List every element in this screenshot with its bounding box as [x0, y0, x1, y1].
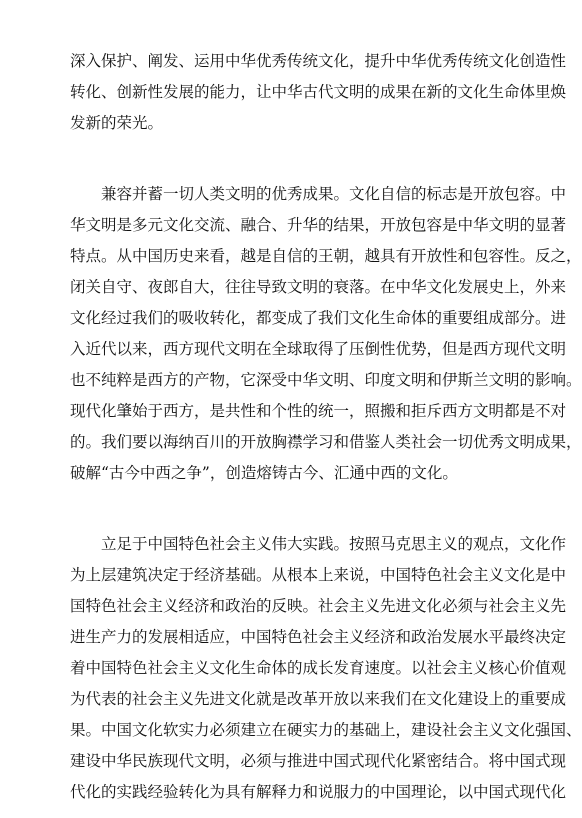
text-line: 的。我们要以海纳百川的开放胸襟学习和借鉴人类社会一切优秀文明成果，: [70, 433, 582, 451]
text-line: 建设中华民族现代文明，必须与推进中国式现代化紧密结合。将中国式现: [70, 752, 567, 770]
text-line: 特点。从中国历史来看，越是自信的王朝，越具有开放性和包容性。反之，: [70, 247, 582, 265]
text-line: 闭关自守、夜郎自大，往往导致文明的衰落。在中华文化发展史上，外来: [70, 278, 567, 296]
text-line: 现代化肇始于西方，是共性和个性的统一，照搬和拒斥西方文明都是不对: [70, 402, 567, 420]
text-line: 立足于中国特色社会主义伟大实践。按照马克思主义的观点，文化作: [101, 535, 567, 553]
text-line: 华文明是多元文化交流、融合、升华的结果，开放包容是中华文明的显著: [70, 216, 567, 234]
text-line: 文化经过我们的吸收转化，都变成了我们文化生命体的重要组成部分。进: [70, 309, 567, 327]
text-line: 破解“古今中西之争”，创造熔铸古今、汇通中西的文化。: [70, 464, 458, 482]
text-line: 代化的实践经验转化为具有解释力和说服力的中国理论，以中国式现代化: [70, 783, 567, 801]
paragraph-3: [70, 529, 582, 808]
text-line: 入近代以来，西方现代文明在全球取得了压倒性优势，但是西方现代文明: [70, 340, 567, 358]
text-line: 为代表的社会主义先进文化就是改革开放以来我们在文化建设上的重要成: [70, 690, 567, 708]
text-line: 转化、创新性发展的能力，让中华古代文明的成果在新的文化生命体里焕: [70, 83, 567, 101]
text-line: 兼容并蓄一切人类文明的优秀成果。文化自信的标志是开放包容。中: [101, 185, 567, 203]
text-line: 着中国特色社会主义文化生命体的成长发育速度。以社会主义核心价值观: [70, 659, 567, 677]
text-line: 发新的荣光。: [70, 114, 164, 132]
text-line: 果。中国文化软实力必须建立在硬实力的基础上，建设社会主义文化强国、: [70, 721, 582, 739]
text-line: 进生产力的发展相适应，中国特色社会主义经济和政治发展水平最终决定: [70, 628, 567, 646]
text-line: 深入保护、阐发、运用中华优秀传统文化，提升中华优秀传统文化创造性: [70, 52, 567, 70]
text-line: 也不纯粹是西方的产物，它深受中华文明、印度文明和伊斯兰文明的影响。: [70, 371, 582, 389]
text-line: 为上层建筑决定于经济基础。从根本上来说，中国特色社会主义文化是中: [70, 566, 567, 584]
paragraph-2: [70, 179, 582, 489]
paragraph-1: [70, 46, 567, 139]
text-line: 国特色社会主义经济和政治的反映。社会主义先进文化必须与社会主义先: [70, 597, 567, 615]
